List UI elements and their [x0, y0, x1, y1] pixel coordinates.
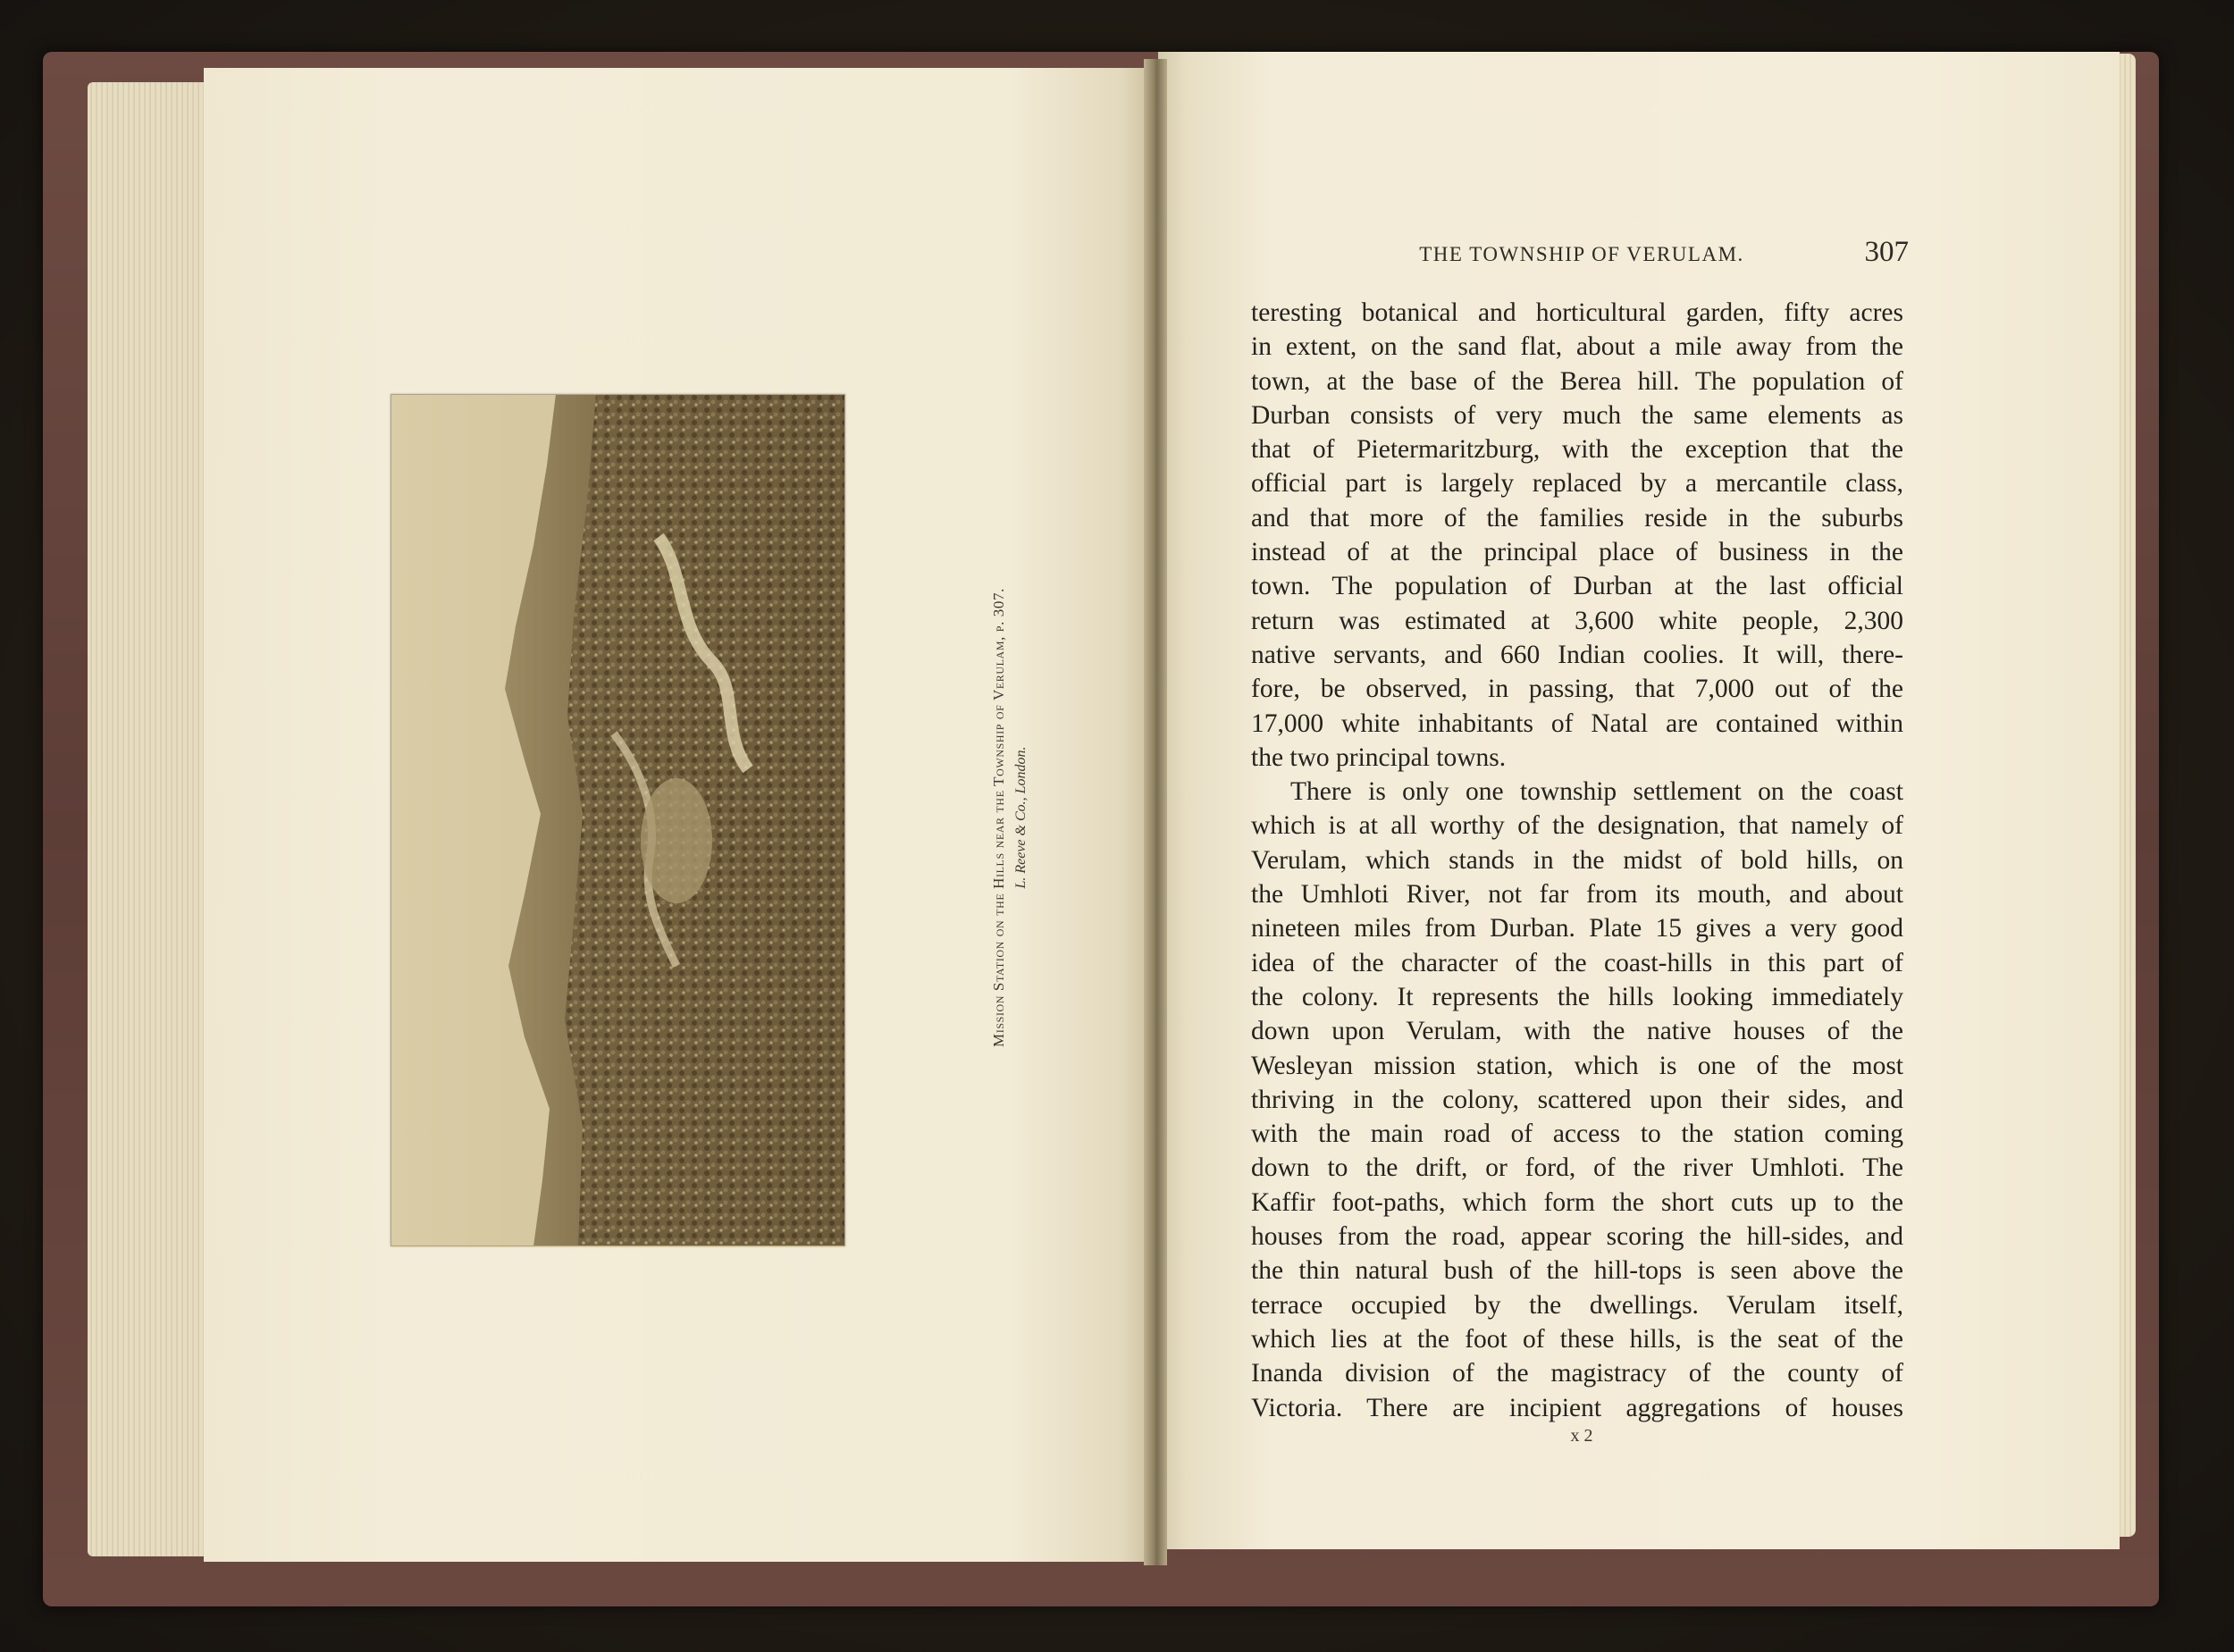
text-line: return was estimated at 3,600 white people, 2,300	[1251, 606, 1903, 635]
book-gutter	[1144, 59, 1167, 1565]
text-line: Victoria. There are incipient aggregations of houses	[1251, 1393, 1903, 1422]
text-line: the Umhloti River, not far from its mouth, and about	[1251, 880, 1903, 910]
text-line: town, at the base of the Berea hill. The population of	[1251, 366, 1903, 396]
text-line: in extent, on the sand flat, about a mile away from the	[1251, 332, 1903, 362]
text-line: nineteen miles from Durban. Plate 15 gives a very good	[1251, 914, 1903, 943]
text-line: Wesleyan mission station, which is one of the most	[1251, 1051, 1903, 1080]
text-line: which is at all worthy of the designation, that namely of	[1251, 811, 1903, 841]
text-line: with the main road of access to the station coming	[1251, 1120, 1903, 1149]
text-line: teresting botanical and horticultural garden, fifty acres	[1251, 298, 1903, 327]
text-line: instead of at the principal place of business in the	[1251, 538, 1903, 567]
signature-mark: x 2	[1570, 1426, 1593, 1446]
text-line: terrace occupied by the dwellings. Verulam itself,	[1251, 1290, 1903, 1320]
text-line: thriving in the colony, scattered upon their sides, and	[1251, 1085, 1903, 1114]
text-line: native servants, and 660 Indian coolies. It will, there-	[1251, 640, 1903, 669]
text-line: and that more of the families reside in the suburbs	[1251, 503, 1903, 532]
text-line: 17,000 white inhabitants of Natal are contained within	[1251, 709, 1903, 738]
text-line: which lies at the foot of these hills, is the seat of the	[1251, 1324, 1903, 1354]
photo-clearing	[641, 778, 712, 903]
text-line: Inanda division of the magistracy of the county of	[1251, 1359, 1903, 1388]
text-line: down to the drift, or ford, of the river Umhloti. The	[1251, 1153, 1903, 1183]
body-text	[1251, 296, 1903, 1425]
text-line: Verulam, which stands in the midst of bold hills, on	[1251, 845, 1903, 875]
text-line: official part is largely replaced by a mercantile class,	[1251, 469, 1903, 499]
text-line: Kaffir foot-paths, which form the short cuts up to the	[1251, 1187, 1903, 1217]
text-line: the colony. It represents the hills looking immediately	[1251, 982, 1903, 1011]
text-line: that of Pietermaritzburg, with the exception that the	[1251, 435, 1903, 465]
text-line: idea of the character of the coast-hills in this part of	[1251, 948, 1903, 977]
text-line: the two principal towns.	[1251, 742, 1507, 772]
running-head: THE TOWNSHIP OF VERULAM.	[1419, 243, 1744, 265]
page-number: 307	[1864, 236, 1909, 268]
plate-credit: L. Reeve & Co., London.	[1013, 746, 1029, 889]
text-line: the thin natural bush of the hill-tops is seen above the	[1251, 1256, 1903, 1286]
plate-photograph	[391, 394, 845, 1246]
text-line: fore, be observed, in passing, that 7,000 out of the	[1251, 675, 1903, 704]
left-page-edges	[88, 82, 222, 1556]
text-line: houses from the road, appear scoring the hill-sides, and	[1251, 1222, 1903, 1252]
text-line: town. The population of Durban at the last official	[1251, 572, 1903, 601]
plate-caption-title: Mission Station on the Hills near the Township of Verulam, p. 307.	[990, 588, 1007, 1047]
text-line: down upon Verulam, with the native houses of the	[1251, 1017, 1903, 1046]
text-line: There is only one township settlement on the coast	[1290, 777, 1903, 807]
text-line: Durban consists of very much the same elements as	[1251, 400, 1903, 430]
